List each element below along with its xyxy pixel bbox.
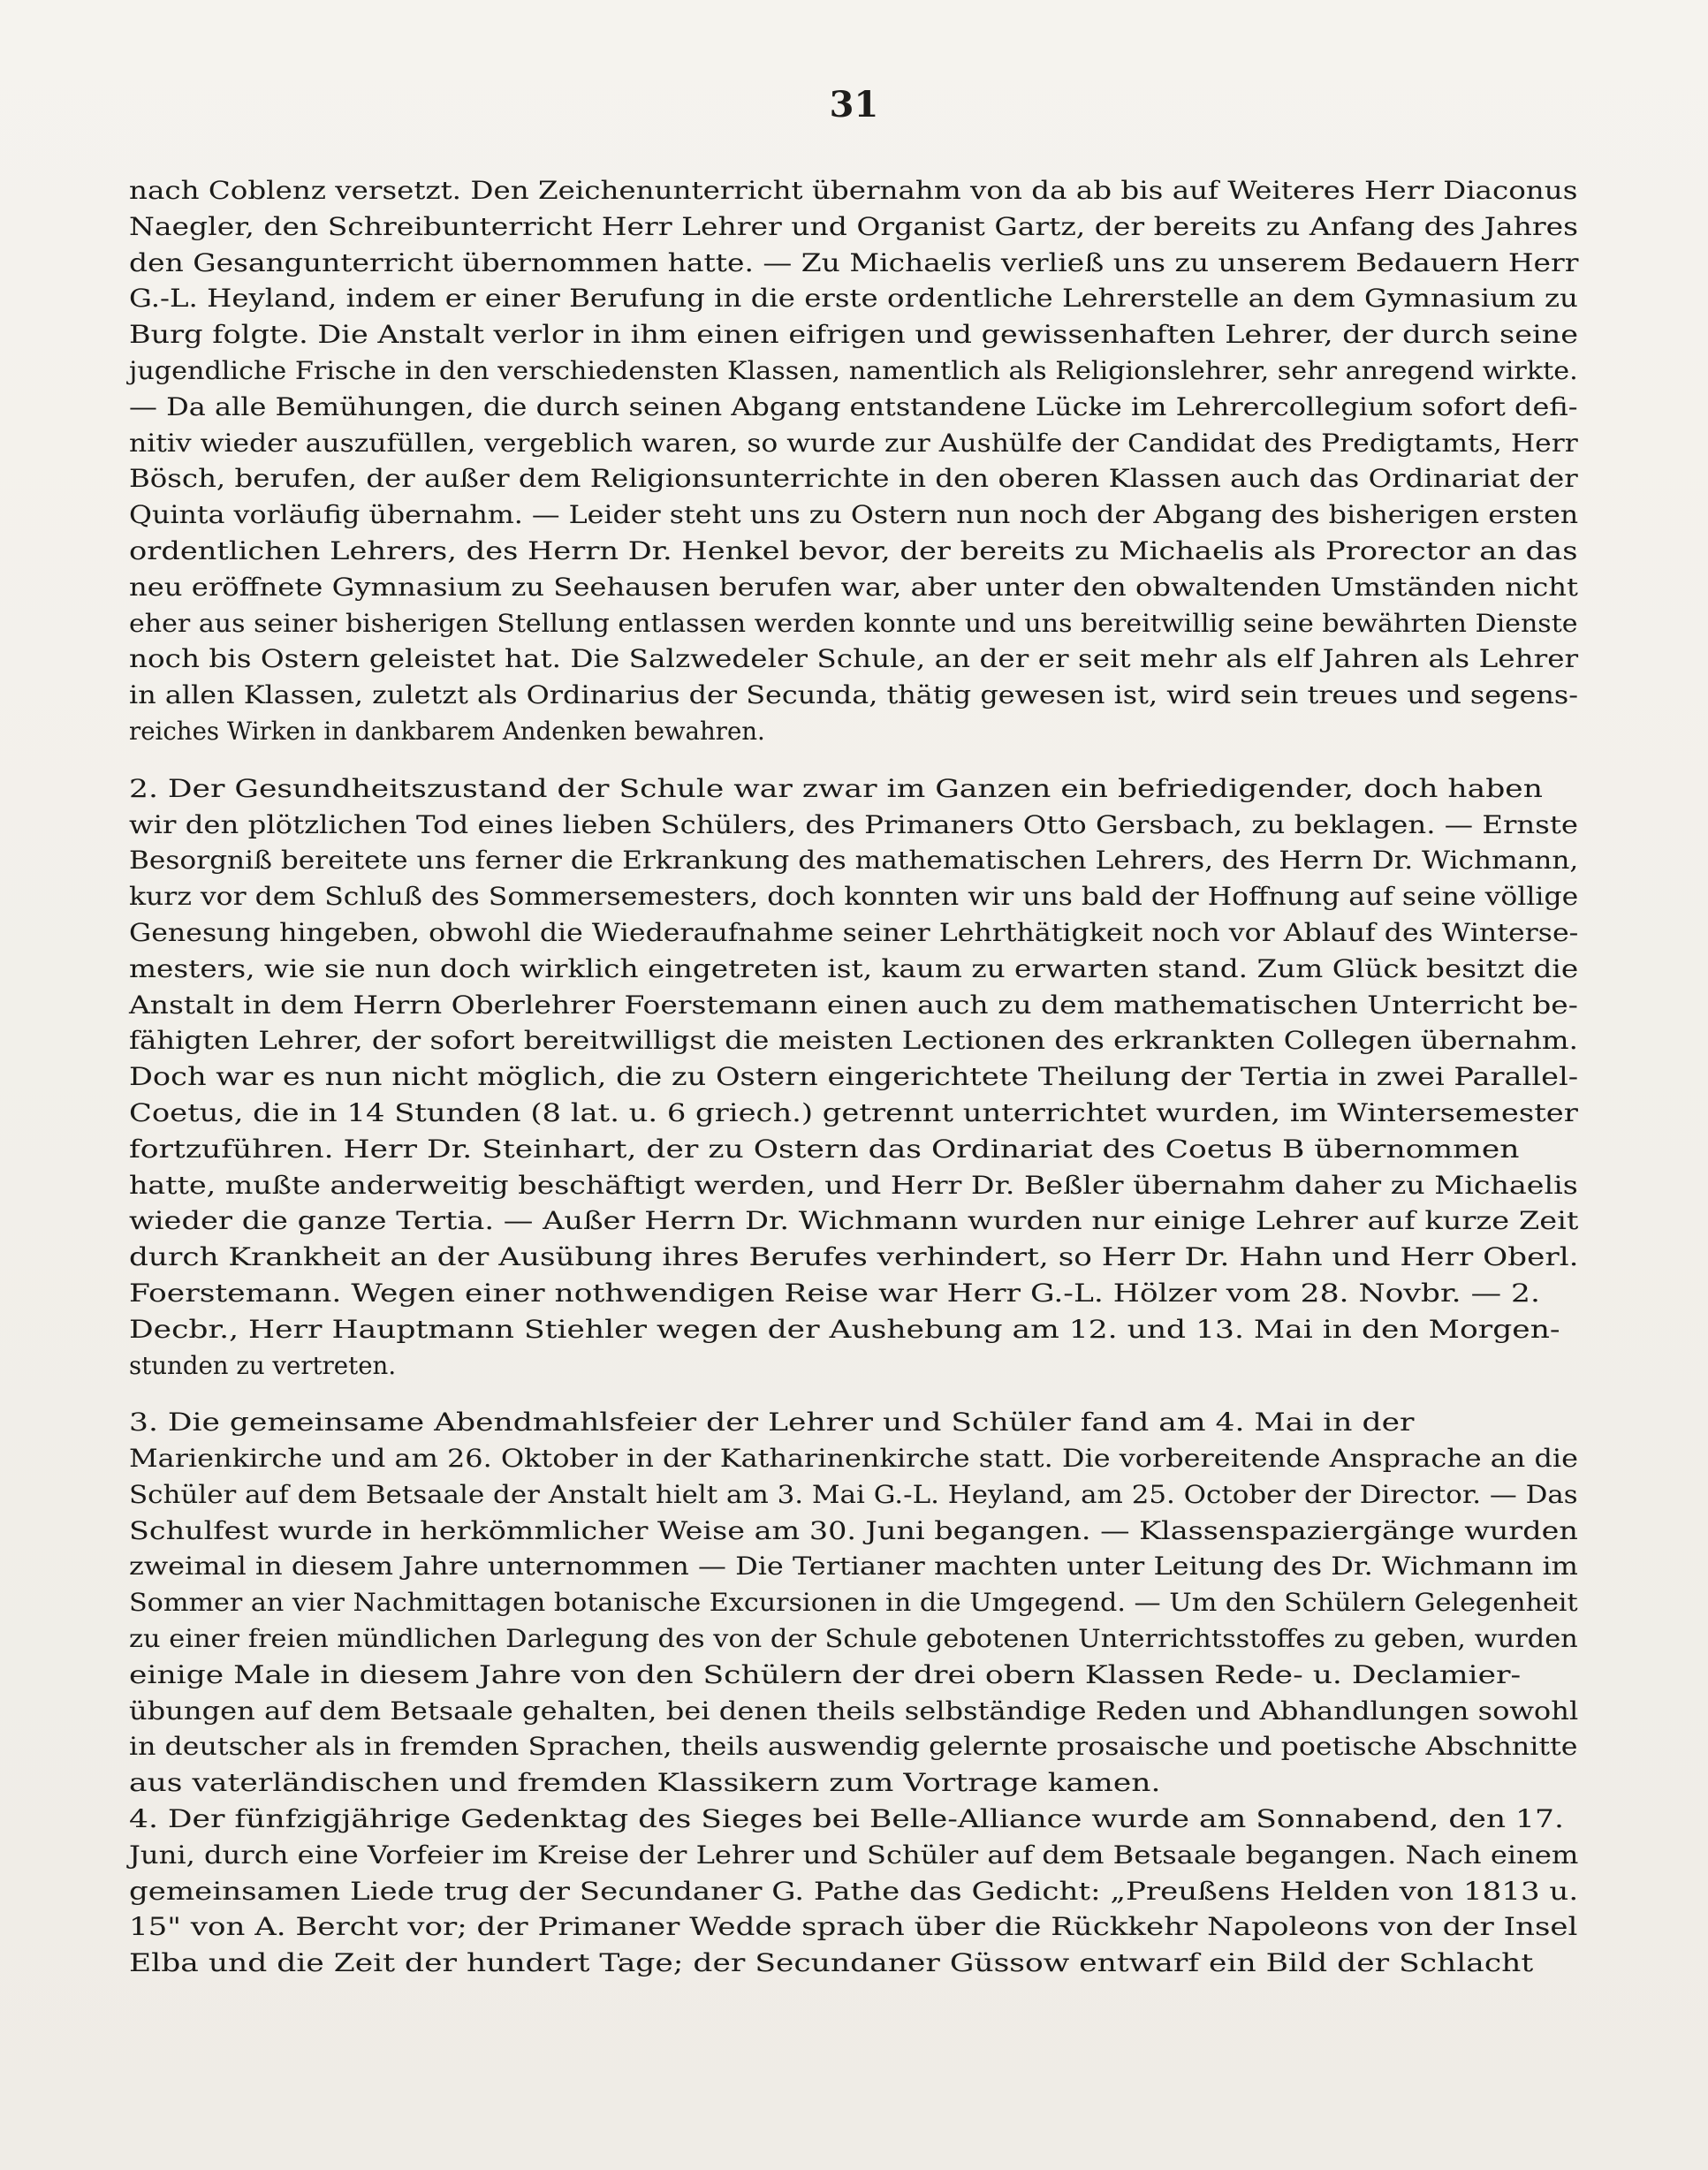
text-line: Quinta vorläufig übernahm. — Leider steht uns zu Ostern nun noch der Abgang des bisherigen ersten (129, 500, 1579, 530)
text-line: — Da alle Bemühungen, die durch seinen Abgang entstandene Lücke im Lehrercollegium sofort defi- (129, 391, 1578, 421)
text-line: in deutscher als in fremden Sprachen, theils auswendig gelernte prosaische und poetische Abschnitte (129, 1732, 1578, 1762)
text-line: 4. Der fünfzigjährige Gedenktag des Sieges bei Belle-Alliance wurde am Sonnabend, den 17. (129, 1804, 1564, 1834)
text-line: den Gesangunterricht übernommen hatte. — Zu Michaelis verließ uns zu unserem Bedauern Herr (129, 247, 1579, 277)
text-line: hatte, mußte anderweitig beschäftigt werden, und Herr Dr. Beßler übernahm daher zu Michaelis (129, 1170, 1578, 1200)
text-line: Sommer an vier Nachmittagen botanische Excursionen in die Umgegend. — Um den Schülern Gelegenheit (129, 1588, 1578, 1618)
text-line: Foerstemann. Wegen einer nothwendigen Reise war Herr G.-L. Hölzer vom 28. Novbr. — 2. (129, 1278, 1540, 1308)
text-line: neu eröffnete Gymnasium zu Seehausen berufen war, aber unter den obwaltenden Umständen nicht (129, 572, 1578, 602)
text-line: 2. Der Gesundheitszustand der Schule war zwar im Ganzen ein befriedigender, doch haben (129, 773, 1543, 803)
text-line: nach Coblenz versetzt. Den Zeichenunterricht übernahm von da ab bis auf Weiteres Herr Diaconus (129, 176, 1578, 205)
text-line: Coetus, die in 14 Stunden (8 lat. u. 6 griech.) getrennt unterrichtet wurden, im Wintersemester (129, 1097, 1578, 1127)
paragraph-gap (129, 1384, 1578, 1405)
text-line: nitiv wieder auszufüllen, vergeblich waren, so wurde zur Aushülfe der Candidat des Predigtamts, Herr (129, 428, 1578, 458)
text-line: fortzuführen. Herr Dr. Steinhart, der zu Ostern das Ordinariat des Coetus B übernommen (129, 1134, 1520, 1164)
text-line: Decbr., Herr Hauptmann Stiehler wegen der Aushebung am 12. und 13. Mai in den Morgen- (129, 1314, 1560, 1344)
text-line: übungen auf dem Betsaale gehalten, bei denen theils selbständige Reden und Abhandlungen sowohl (129, 1696, 1579, 1726)
text-line: durch Krankheit an der Ausübung ihres Berufes verhindert, so Herr Dr. Hahn und Herr Oberl. (129, 1242, 1579, 1272)
text-line: mesters, wie sie nun doch wirklich eingetreten ist, kaum zu erwarten stand. Zum Glück besitzt die (129, 953, 1579, 983)
text-line: Genesung hingeben, obwohl die Wiederaufnahme seiner Lehrthätigkeit noch vor Ablauf des Winterse- (129, 917, 1579, 947)
text-line: Bösch, berufen, der außer dem Religionsunterrichte in den oberen Klassen auch das Ordinariat der (129, 464, 1578, 494)
text-line: jugendliche Frische in den verschiedensten Klassen, namentlich als Religionslehrer, sehr anregend wirkte. (129, 355, 1578, 385)
body-text (129, 173, 1578, 1982)
text-line: zu einer freien mündlichen Darlegung des von der Schule gebotenen Unterrichtsstoffes zu geben, wurden (129, 1624, 1578, 1654)
text-line: Juni, durch eine Vorfeier im Kreise der Lehrer und Schüler auf dem Betsaale begangen. Nach einem (129, 1840, 1579, 1870)
paragraph (129, 1405, 1578, 1802)
text-line: einige Male in diesem Jahre von den Schülern der drei obern Klassen Rede- u. Declamier- (129, 1659, 1522, 1689)
paragraph (129, 771, 1578, 1385)
text-line: Elba und die Zeit der hundert Tage; der Secundaner Güssow entwarf ein Bild der Schlacht (129, 1948, 1534, 1978)
text-line: aus vaterländischen und fremden Klassikern zum Vortrage kamen. (129, 1768, 1161, 1798)
text-line: Schüler auf dem Betsaale der Anstalt hielt am 3. Mai G.-L. Heyland, am 25. October der Director. — Das (129, 1479, 1578, 1509)
text-line: 3. Die gemeinsame Abendmahlsfeier der Lehrer und Schüler fand am 4. Mai in der (129, 1407, 1415, 1438)
paragraph (129, 1802, 1578, 1982)
text-line: Doch war es nun nicht möglich, die zu Ostern eingerichtete Theilung der Tertia in zwei Parallel- (129, 1062, 1579, 1092)
text-line: Naegler, den Schreibunterricht Herr Lehrer und Organist Gartz, der bereits zu Anfang des Jahres (129, 211, 1579, 241)
text-line: G.-L. Heyland, indem er einer Berufung in die erste ordentliche Lehrerstelle an dem Gymnasium zu (129, 284, 1578, 314)
text-line: zweimal in diesem Jahre unternommen — Die Tertianer machten unter Leitung des Dr. Wichmann im (129, 1552, 1578, 1582)
text-line: stunden zu vertreten. (129, 1350, 397, 1380)
text-line: fähigten Lehrer, der sofort bereitwilligst die meisten Lectionen des erkrankten Collegen übernahm. (129, 1026, 1578, 1056)
text-line: noch bis Ostern geleistet hat. Die Salzwedeler Schule, an der er seit mehr als elf Jahren als Lehrer (129, 644, 1579, 674)
text-line: wieder die ganze Tertia. — Außer Herrn Dr. Wichmann wurden nur einige Lehrer auf kurze Zeit (129, 1206, 1579, 1236)
text-line: Schulfest wurde in herkömmlicher Weise am 30. Juni begangen. — Klassenspaziergänge wurden (129, 1515, 1578, 1545)
text-line: kurz vor dem Schluß des Sommersemesters, doch konnten wir uns bald der Hoffnung auf seine völlige (129, 882, 1579, 912)
paragraph-gap (129, 750, 1578, 771)
text-line: 15" von A. Bercht vor; der Primaner Wedde sprach über die Rückkehr Napoleons von der Insel (129, 1912, 1578, 1942)
text-line: Burg folgte. Die Anstalt verlor in ihm einen eifrigen und gewissenhaften Lehrer, der durch seine (129, 320, 1579, 350)
text-line: Besorgniß bereitete uns ferner die Erkrankung des mathematischen Lehrers, des Herrn Dr. Wichmann, (129, 846, 1579, 876)
text-line: Marienkirche und am 26. Oktober in der Katharinenkirche statt. Die vorbereitende Ansprache an die (129, 1444, 1579, 1474)
paragraph (129, 173, 1578, 750)
text-line: gemeinsamen Liede trug der Secundaner G. Pathe das Gedicht: „Preußens Helden von 1813 u. (129, 1876, 1579, 1906)
text-line: eher aus seiner bisherigen Stellung entlassen werden konnte und uns bereitwillig seine bewährten Dienste (129, 608, 1578, 638)
page-number: 31 (829, 84, 879, 125)
text-line: reiches Wirken in dankbarem Andenken bewahren. (129, 716, 765, 746)
text-line: in allen Klassen, zuletzt als Ordinarius der Secunda, thätig gewesen ist, wird sein treues und segens- (129, 680, 1578, 710)
text-line: Anstalt in dem Herrn Oberlehrer Foerstemann einen auch zu dem mathematischen Unterricht be- (129, 990, 1578, 1020)
text-line: ordentlichen Lehrers, des Herrn Dr. Henkel bevor, der bereits zu Michaelis als Prorector an das (129, 535, 1578, 565)
text-line: wir den plötzlichen Tod eines lieben Schülers, des Primaners Otto Gersbach, zu beklagen. — Ernste (129, 809, 1578, 839)
